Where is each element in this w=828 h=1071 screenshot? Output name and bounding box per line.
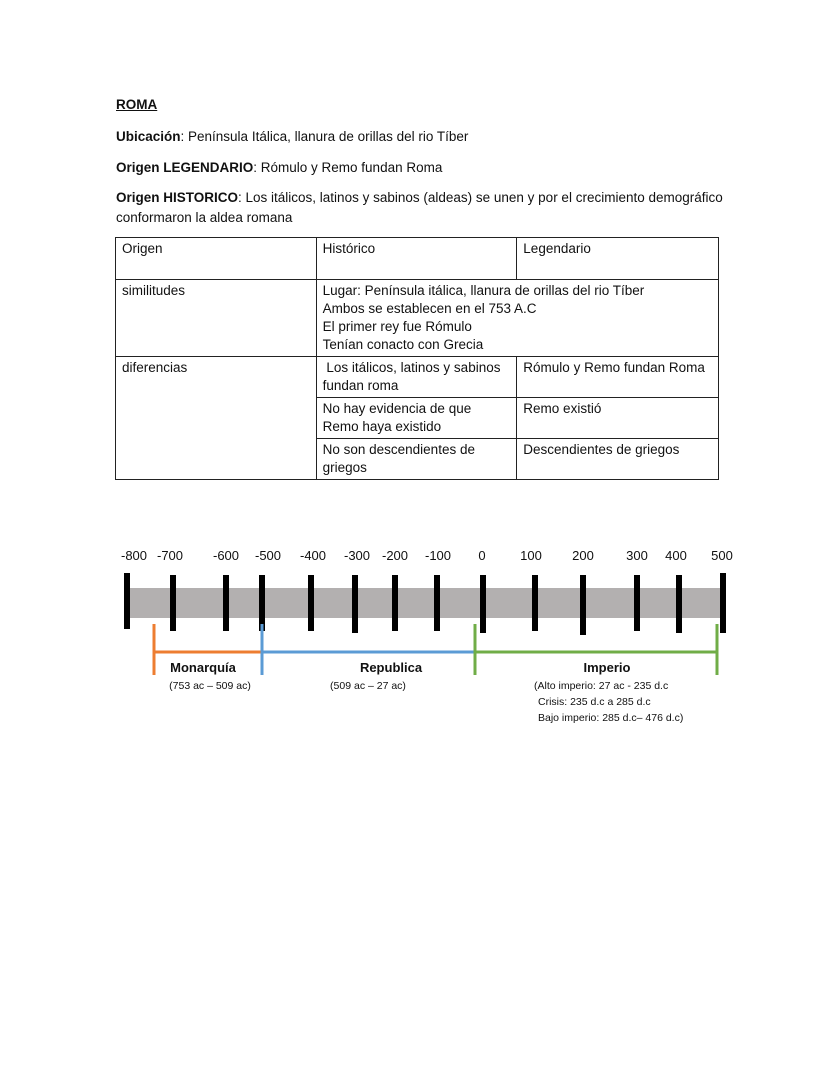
timeline-year-label: 100 xyxy=(520,548,542,563)
period-name: Republica xyxy=(359,660,423,675)
timeline-tick xyxy=(434,575,440,631)
timeline-year-label: -100 xyxy=(424,548,452,563)
timeline-tick xyxy=(352,575,358,633)
table-header-row xyxy=(116,238,719,280)
timeline-tick xyxy=(580,575,586,635)
header-historico: Histórico xyxy=(316,238,517,280)
timeline-tick xyxy=(223,575,229,631)
timeline-year-label: -300 xyxy=(343,548,371,563)
timeline-year-label: 0 xyxy=(478,548,486,563)
diferencia-historico: No son descendientes de griegos xyxy=(316,439,517,480)
timeline-tick xyxy=(532,575,538,631)
timeline-tick xyxy=(170,575,176,631)
ubicacion-text: : Península Itálica, llanura de orillas del rio Tíber xyxy=(180,129,469,144)
timeline-tick xyxy=(676,575,682,633)
timeline-year-label: -800 xyxy=(120,548,148,563)
timeline-year-label: -200 xyxy=(381,548,409,563)
period-dates: Bajo imperio: 285 d.c– 476 d.c) xyxy=(538,712,684,724)
table-row-diferencia xyxy=(116,357,719,398)
header-legendario: Legendario xyxy=(517,238,719,280)
timeline-tick xyxy=(259,575,265,631)
ubicacion-paragraph xyxy=(116,127,726,147)
timeline-bar xyxy=(126,588,722,618)
similitudes-label: similitudes xyxy=(116,280,317,357)
origen-historico-label: Origen HISTORICO xyxy=(116,190,239,205)
comparison-table xyxy=(115,237,719,480)
timeline-year-label: 300 xyxy=(626,548,648,563)
timeline-year-label: -500 xyxy=(254,548,282,563)
similitud-line: Lugar: Península itálica, llanura de orillas del rio Tíber xyxy=(322,283,645,298)
period-name: Monarquía xyxy=(170,660,236,675)
timeline-tick xyxy=(308,575,314,631)
diferencias-label: diferencias xyxy=(116,357,317,480)
diferencia-historico: Los itálicos, latinos y sabinos fundan roma xyxy=(316,357,517,398)
origen-legendario-text: : Rómulo y Remo fundan Roma xyxy=(253,160,443,175)
origen-legendario-paragraph xyxy=(116,158,726,178)
similitud-line: Tenían conacto con Grecia xyxy=(322,337,484,352)
timeline-year-label: -400 xyxy=(299,548,327,563)
period-name: Imperio xyxy=(583,660,631,675)
period-dates: (753 ac – 509 ac) xyxy=(169,680,251,692)
timeline-tick xyxy=(480,575,486,633)
timeline-tick xyxy=(392,575,398,631)
origen-historico-paragraph xyxy=(116,188,726,228)
similitudes-cell xyxy=(316,280,718,357)
rome-timeline xyxy=(0,540,828,740)
diferencia-legendario: Rómulo y Remo fundan Roma xyxy=(517,357,719,398)
period-dates: Crisis: 235 d.c a 285 d.c xyxy=(538,696,651,708)
origen-legendario-label: Origen LEGENDARIO xyxy=(116,160,254,175)
timeline-tick xyxy=(634,575,640,631)
similitud-line: El primer rey fue Rómulo xyxy=(322,319,472,334)
diferencia-legendario: Remo existió xyxy=(517,398,719,439)
timeline-tick xyxy=(124,573,130,629)
timeline-periods xyxy=(154,624,717,724)
timeline-year-label: 400 xyxy=(665,548,687,563)
header-origen: Origen xyxy=(116,238,317,280)
period-dates: (Alto imperio: 27 ac - 235 d.c xyxy=(534,680,669,692)
period-dates: (509 ac – 27 ac) xyxy=(330,680,406,692)
diferencia-historico: No hay evidencia de que Remo haya existido xyxy=(316,398,517,439)
diferencia-legendario: Descendientes de griegos xyxy=(517,439,719,480)
timeline-year-label: 500 xyxy=(711,548,733,563)
timeline-year-label: -700 xyxy=(156,548,184,563)
ubicacion-label: Ubicación xyxy=(116,129,181,144)
timeline-tick xyxy=(720,573,726,633)
timeline-year-label: 200 xyxy=(572,548,594,563)
table-row-similitudes xyxy=(116,280,719,357)
page-title: ROMA xyxy=(116,97,158,112)
timeline-year-label: -600 xyxy=(212,548,240,563)
timeline-year-labels xyxy=(121,548,733,563)
similitud-line: Ambos se establecen en el 753 A.C xyxy=(322,301,537,316)
origen-historico-text: : Los itálicos, latinos y sabinos (aldeas) se unen y por el crecimiento demográfico conformaron la aldea romana xyxy=(116,190,723,225)
